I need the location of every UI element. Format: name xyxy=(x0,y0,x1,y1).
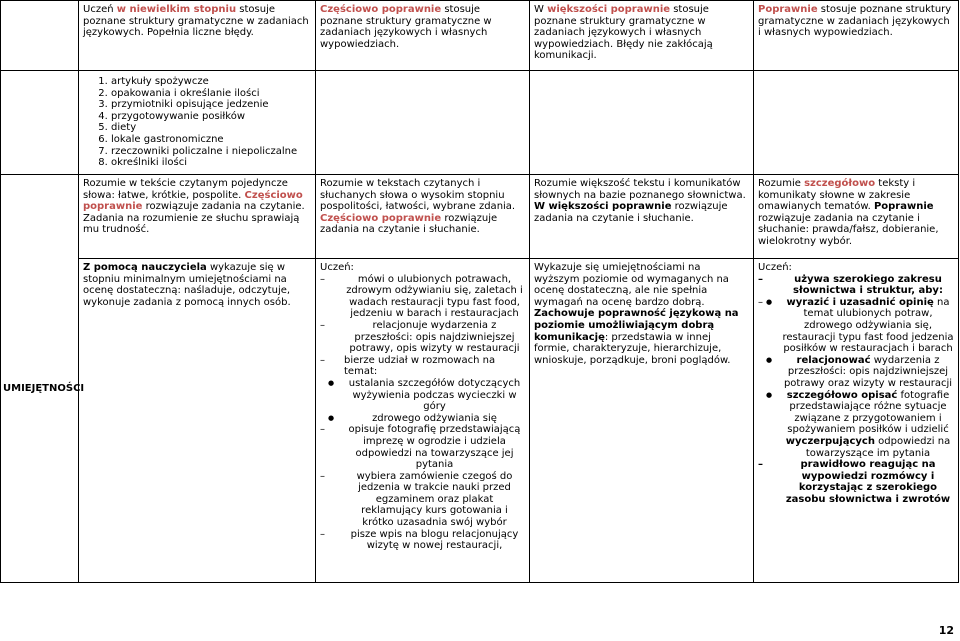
list-item: – wybiera zamówienie czegoś do jedzenia w trakcie nauki przed egzaminem oraz plakat reklamujący kurs gotowania i krótko uzasadnia swój wybór xyxy=(320,471,525,529)
topic-item: 5. diety xyxy=(111,122,311,134)
grammar-grade-4: W większości poprawnie stosuje poznane struktury gramatyczne w zadaniach językowych i własnych wypowiedziach. Błędy nie zakłócają komunikacji. xyxy=(530,1,754,71)
topic-item: 8. określniki ilości xyxy=(111,157,311,169)
sub-list-item: ● szczegółowo opisać fotografie przedstawiające różne sytuacje związane z przygotowaniem i spożywaniem posiłków i udzielić wyczerpujących odpowiedzi na towarzyszące im pytania xyxy=(758,390,954,460)
list-item: – opisuje fotografię przedstawiającą imprezę w ogrodzie i udziela odpowiedzi na towarzyszące jej pytania xyxy=(320,424,525,470)
topics-list xyxy=(83,76,311,169)
skills-row-label: UMIEJĘTNOŚCI xyxy=(1,175,79,583)
list-item: – bierze udział w rozmowach na temat: ● ustalania szczegółów dotyczących wyżywienia podczas wycieczki w góry ● zdrowego odżywiania się xyxy=(320,355,525,425)
grammar-grade-3: Częściowo poprawnie stosuje poznane struktury gramatyczne w zadaniach językowych i własnych wypowiedziach. xyxy=(316,1,530,71)
emphasis: Częściowo poprawnie xyxy=(83,189,303,213)
topic-item: 6. lokale gastronomiczne xyxy=(111,134,311,146)
production-grade-4: Wykazuje się umiejętnościami na wyższym poziomie od wymaganych na ocenę dostateczną, ale nie spełnia wymagań na ocenę bardzo dobrą. Zachowuje poprawność językową na poziomie umożliwiającym dobrą komunikację: przedstawia w innej formie, charakteryzuje, hierarchizuje, wnioskuje, porządkuje, broni poglądów. xyxy=(530,259,754,583)
production-row xyxy=(1,259,959,583)
skills-list xyxy=(758,274,954,506)
topics-row-label xyxy=(1,71,79,175)
topic-item: 3. przymiotniki opisujące jedzenie xyxy=(111,99,311,111)
list-item: – mówi o ulubionych potrawach, zdrowym odżywianiu się, zaletach i wadach restauracji typu fast food, jedzeniu w barach i restauracjach xyxy=(320,274,525,320)
skills-list xyxy=(320,274,525,552)
topic-item: 4. przygotowywanie posiłków xyxy=(111,111,311,123)
emphasis: wyrazić i uzasadnić opinię xyxy=(786,296,934,308)
comprehension-grade-5: Rozumie szczegółowo teksty i komunikaty słowne w zakresie omawianych tematów. Poprawnie rozwiązuje zadania na czytanie i słuchanie: prawda/fałsz, dobieranie, wielokrotny wybór. xyxy=(754,175,959,259)
emphasis: szczegółowo xyxy=(804,178,876,189)
emphasis: Zachowuje poprawność językową na poziomie umożliwiającym dobrą komunikację xyxy=(534,308,739,343)
list-item xyxy=(758,297,954,459)
sub-list-item: ● ustalania szczegółów dotyczących wyżywienia podczas wycieczki w góry xyxy=(320,378,525,413)
grammar-row xyxy=(1,1,959,71)
comprehension-grade-3: Rozumie w tekstach czytanych i słuchanych słowa o wysokim stopniu pospolitości, łatwości, wybrane zdania. Częściowo poprawnie rozwiązuje zadania na czytanie i słuchanie. xyxy=(316,175,530,259)
comprehension-grade-4: Rozumie większość tekstu i komunikatów słownych na bazie poznanego słownictwa. W większości poprawnie rozwiązuje zadania na czytanie i słuchanie. xyxy=(530,175,754,259)
emphasis: Częściowo poprawnie xyxy=(320,4,442,15)
list-item: – prawidłowo reagując na wypowiedzi rozmówcy i korzystając z szerokiego zasobu słownictwa i zwrotów xyxy=(758,459,954,505)
topic-item: 7. rzeczowniki policzalne i niepoliczalne xyxy=(111,146,311,158)
comprehension-row xyxy=(1,175,959,259)
emphasis: W większości poprawnie xyxy=(534,201,672,213)
emphasis: wyczerpujących xyxy=(785,435,875,447)
list-item: – pisze wpis na blogu relacjonujący wizytę w nowej restauracji, xyxy=(320,529,525,552)
emphasis: Poprawnie xyxy=(758,4,818,15)
emphasis: Częściowo poprawnie xyxy=(320,212,442,224)
sub-list-item: ● – wyrazić i uzasadnić opinię na temat ulubionych potraw, zdrowego odżywiania się, restauracji typu fast food jedzenia posiłków w restauracjach i barach xyxy=(758,297,954,355)
list-item: – używa szerokiego zakresu słownictwa i struktur, aby: xyxy=(758,274,954,297)
sub-list-item: ● relacjonować wydarzenia z przeszłości: opis najdziwniejszej potrawy oraz wizyty w restauracji xyxy=(758,355,954,390)
emphasis: większości poprawnie xyxy=(547,4,671,15)
emphasis: w niewielkim stopniu xyxy=(116,4,237,15)
page-number: 12 xyxy=(938,624,954,638)
emphasis: szczegółowo opisać xyxy=(786,389,898,401)
grammar-grade-2: Uczeń w niewielkim stopniu stosuje poznane struktury gramatyczne w zadaniach językowych. Popełnia liczne błędy. xyxy=(79,1,316,71)
sub-list-item: ● zdrowego odżywiania się xyxy=(320,413,525,425)
production-grade-3: Uczeń: – mówi o ulubionych potrawach, zdrowym odżywianiu się, zaletach i wadach restauracji typu fast food, jedzeniu w barach i restauracjach – relacjonuje wydarzenia z przeszłości: opis najdziwniejszej potrawy, opis wizyty w restauracji – bierze udział w rozmowach na temat: ● ustalania szczegółów dotyczących wyżywienia podczas wycieczki w góry ● zdrowego odżywiania się – opisuje fotografię przedstawiającą imprezę w ogrodzie i udziela odpowiedzi na towarzyszące jej pytania – wybiera zamówienie czegoś do jedzenia w trakcie nauki przed egzaminem oraz plakat reklamujący kurs gotowania i krótko uzasadnia swój wybór – pisze wpis na blogu relacjonujący wizytę w nowej restauracji, xyxy=(316,259,530,583)
topic-item: 2. opakowania i określanie ilości xyxy=(111,88,311,100)
topic-item: 1. artykuły spożywcze xyxy=(111,76,311,88)
emphasis: Poprawnie xyxy=(873,201,934,213)
sub-list xyxy=(320,378,525,424)
grammar-row-label xyxy=(1,1,79,71)
production-grade-5: Uczeń: – używa szerokiego zakresu słownictwa i struktur, aby: ● – wyrazić i uzasadnić opinię na temat ulubionych potraw, zdrowego odżywiania się, restauracji typu fast food jedzenia posiłków w restauracjach i barach ● relacjonować wydarzenia z przeszłości: opis najdziwniejszej potrawy oraz wizyty w restauracji ● szczegółowo opisać fotografie przedstawiające różne sytuacje związane z przygotowaniem i spożywaniem posiłków i udzielić wyczerpujących odpowiedzi na towarzyszące im pytania – prawidłowo reagując na wypowiedzi rozmówcy i korzystając z szerokiego zasobu słownictwa i zwrotów xyxy=(754,259,959,583)
list-item: – relacjonuje wydarzenia z przeszłości: opis najdziwniejszej potrawy, opis wizyty w restauracji xyxy=(320,320,525,355)
sub-list xyxy=(758,297,954,459)
topics-cell xyxy=(79,71,316,175)
emphasis: relacjonować xyxy=(796,354,871,366)
topics-row xyxy=(1,71,959,175)
grammar-grade-5: Poprawnie stosuje poznane struktury gramatyczne w zadaniach językowych i własnych wypowiedziach. xyxy=(754,1,959,71)
comprehension-grade-2: Rozumie w tekście czytanym pojedyncze słowa: łatwe, krótkie, pospolite. Częściowo poprawnie rozwiązuje zadania na czytanie. Zadania na rozumienie ze słuchu sprawiają mu trudność. xyxy=(79,175,316,259)
production-grade-2: Z pomocą nauczyciela wykazuje się w stopniu minimalnym umiejętnościami na ocenę dostateczną: naśladuje, odczytuje, wykonuje zadania z pomocą innych osób. xyxy=(79,259,316,583)
emphasis: Z pomocą nauczyciela xyxy=(83,262,207,273)
